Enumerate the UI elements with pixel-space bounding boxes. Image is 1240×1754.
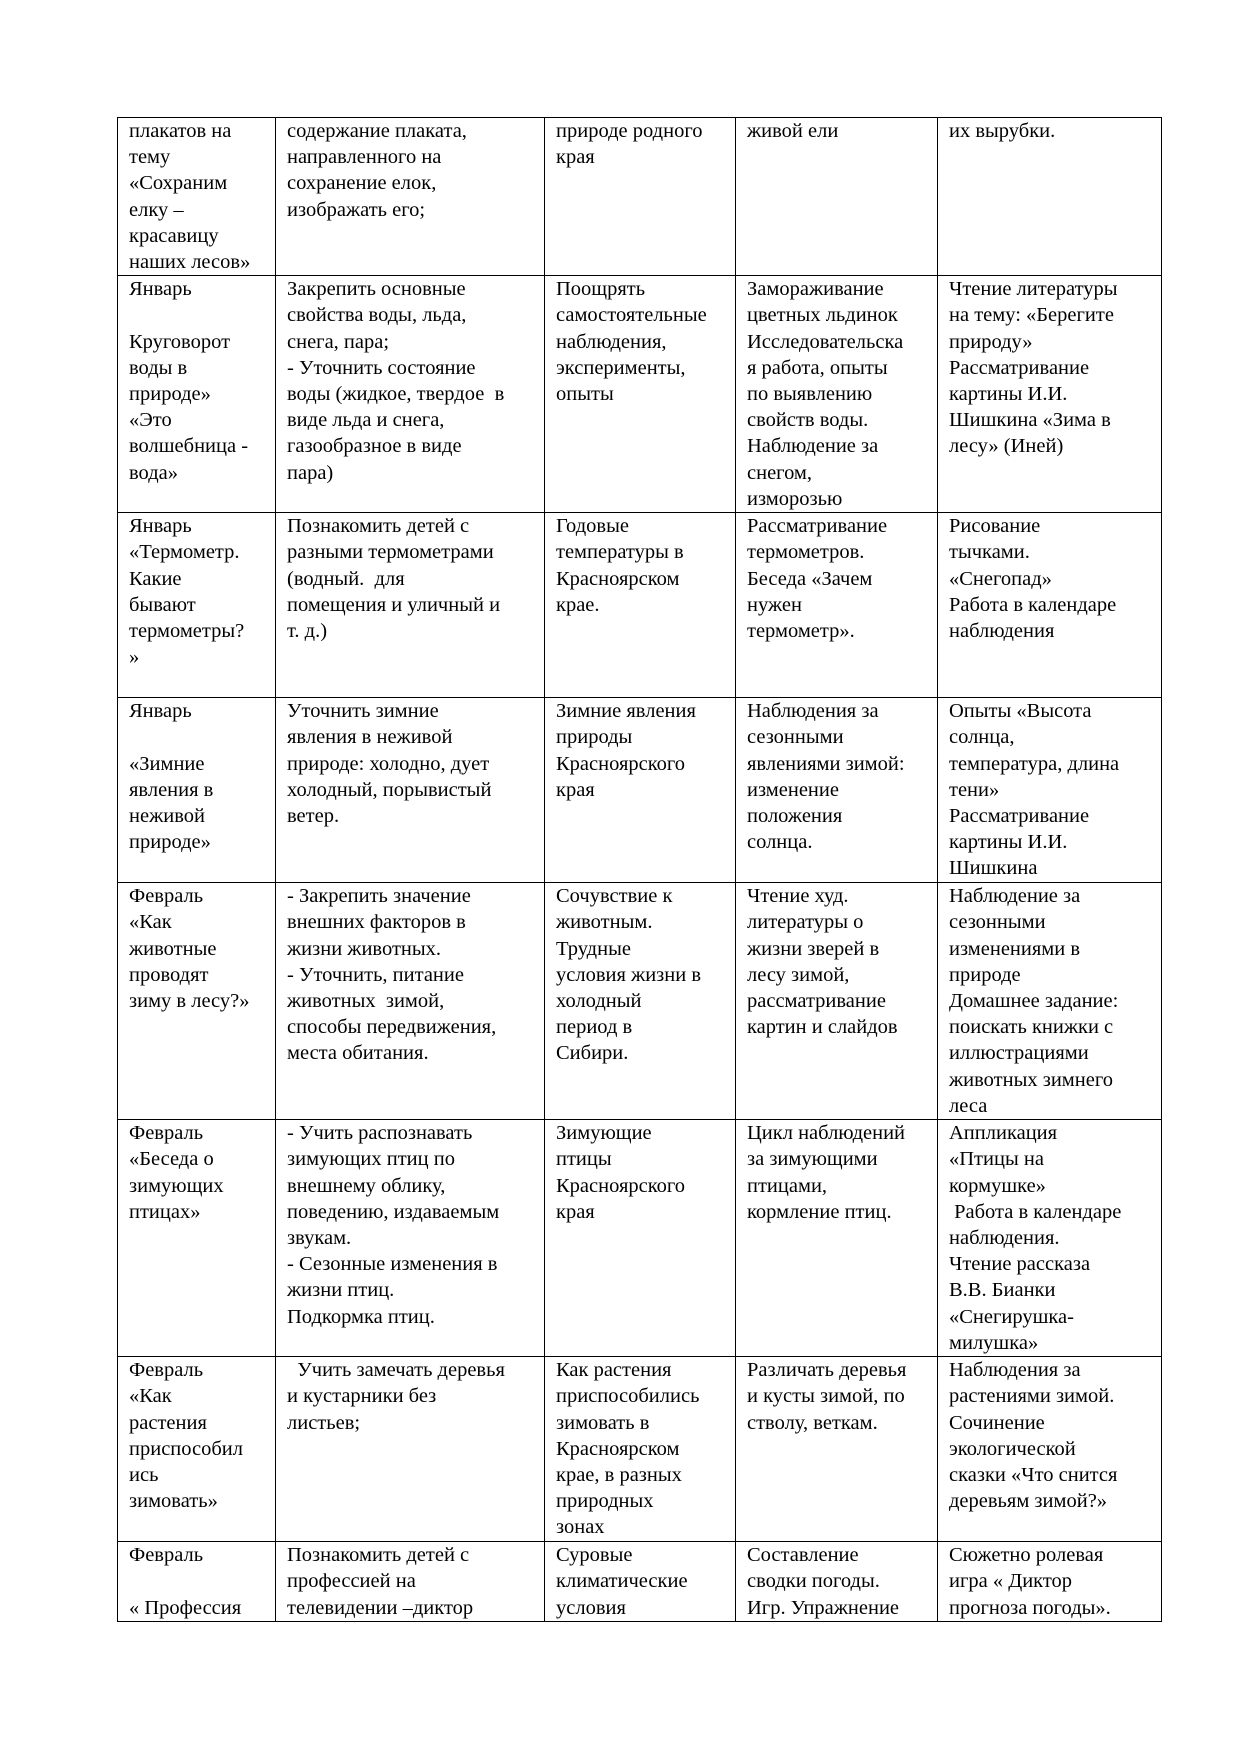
cell-text-line: игра « Диктор bbox=[949, 1570, 1073, 1593]
cell-text-line: Подкормка птиц. bbox=[287, 1305, 435, 1328]
cell-text-line: термометров. bbox=[747, 541, 865, 564]
topic-cell bbox=[118, 118, 276, 276]
cell-text-line: крае, в разных bbox=[556, 1464, 682, 1487]
cell-text-line: наших лесов» bbox=[129, 251, 251, 274]
cell-text-line: поискать книжки с bbox=[949, 1016, 1114, 1039]
cell-text-line: Шишкина «Зима в bbox=[949, 409, 1111, 432]
cell-text-line: по выявлению bbox=[747, 383, 873, 406]
cell-text-line: жизни зверей в bbox=[747, 937, 880, 960]
regional-component-cell bbox=[545, 698, 736, 883]
cell-text-line: Учить замечать деревья bbox=[287, 1359, 505, 1382]
cell-text-line: «Сохраним bbox=[129, 172, 228, 195]
cell-text-line: изображать его; bbox=[287, 198, 426, 221]
joint-activity-cell bbox=[938, 1542, 1162, 1622]
table-row bbox=[118, 276, 1162, 513]
cell-text-line: природы bbox=[556, 726, 633, 749]
table-row bbox=[118, 883, 1162, 1120]
cell-text-line: звукам. bbox=[287, 1227, 352, 1250]
cell-text-line: Чтение литературы bbox=[949, 278, 1118, 301]
cell-text-line: волшебница - bbox=[129, 435, 249, 458]
topic-cell bbox=[118, 698, 276, 883]
cell-text-line: «Как bbox=[129, 911, 172, 934]
cell-text-line: - Закрепить значение bbox=[287, 885, 471, 908]
cell-text-line: свойства воды, льда, bbox=[287, 304, 467, 327]
regional-component-cell bbox=[545, 276, 736, 513]
activity-cell bbox=[736, 1357, 938, 1542]
cell-text-line: холодный bbox=[556, 990, 642, 1013]
topic-cell bbox=[118, 1542, 276, 1622]
cell-text-line: Наблюдение за bbox=[747, 435, 879, 458]
cell-text-line: явления в неживой bbox=[287, 726, 453, 749]
cell-text-line: « Профессия bbox=[129, 1596, 242, 1619]
activity-cell bbox=[736, 698, 938, 883]
cell-text-line bbox=[129, 724, 265, 750]
cell-text-line: профессией на bbox=[287, 1570, 416, 1593]
cell-text-line: леса bbox=[949, 1094, 988, 1117]
joint-activity-cell bbox=[938, 513, 1162, 698]
regional-component-cell bbox=[545, 1357, 736, 1542]
cell-text-line: воды в bbox=[129, 356, 188, 379]
cell-text-line: Красноярском bbox=[556, 1437, 680, 1460]
cell-text-line: помещения и уличный и bbox=[287, 593, 501, 616]
cell-text-line: Наблюдение за bbox=[949, 885, 1081, 908]
cell-text-line: места обитания. bbox=[287, 1042, 429, 1065]
joint-activity-cell bbox=[938, 276, 1162, 513]
cell-text-line: температуры в bbox=[556, 541, 684, 564]
cell-text-line: Годовые bbox=[556, 515, 629, 538]
cell-text-line: красавицу bbox=[129, 224, 219, 247]
cell-text-line: явлениями зимой: bbox=[747, 752, 905, 775]
cell-text-line: солнца. bbox=[747, 831, 813, 854]
cell-text-line: листьев; bbox=[287, 1411, 361, 1434]
cell-text-line: животным. bbox=[556, 911, 653, 934]
cell-text-line: Чтение рассказа bbox=[949, 1253, 1091, 1276]
cell-text-line: телевидении –диктор bbox=[287, 1596, 474, 1619]
cell-text-line: наблюдения bbox=[949, 620, 1055, 643]
cell-text-line: зимовать» bbox=[129, 1490, 218, 1513]
cell-text-line: зимующих птиц по bbox=[287, 1148, 455, 1171]
cell-text-line: Закрепить основные bbox=[287, 278, 466, 301]
cell-text-line: Февраль bbox=[129, 1122, 204, 1145]
cell-text-line: сводки погоды. bbox=[747, 1570, 880, 1593]
cell-text-line: природе: холодно, дует bbox=[287, 752, 490, 775]
topic-cell bbox=[118, 276, 276, 513]
cell-text-line: «Беседа о bbox=[129, 1148, 214, 1171]
cell-text-line: тычками. bbox=[949, 541, 1030, 564]
cell-text-line: края bbox=[556, 146, 595, 169]
activity-cell bbox=[736, 1542, 938, 1622]
cell-text-line: Круговорот bbox=[129, 330, 231, 353]
cell-text-line: «Зимние bbox=[129, 752, 205, 775]
cell-text-line: природе родного bbox=[556, 120, 703, 142]
joint-activity-cell bbox=[938, 698, 1162, 883]
table-row bbox=[118, 698, 1162, 883]
cell-text-line: Январь bbox=[129, 700, 192, 723]
cell-text-line: Рассматривание bbox=[949, 356, 1090, 379]
cell-text-line: внешнему облику, bbox=[287, 1174, 446, 1197]
cell-text-line: газообразное в виде bbox=[287, 435, 462, 458]
goals-cell bbox=[276, 1120, 545, 1357]
regional-component-cell bbox=[545, 513, 736, 698]
cell-text-line: Зимние явления bbox=[556, 700, 696, 723]
cell-text-line: жизни птиц. bbox=[287, 1279, 395, 1302]
activity-cell bbox=[736, 883, 938, 1120]
cell-text-line: Беседа «Зачем bbox=[747, 567, 873, 590]
cell-text-line: «Как bbox=[129, 1385, 172, 1408]
goals-cell bbox=[276, 698, 545, 883]
cell-text-line: снегом, bbox=[747, 461, 813, 484]
cell-text-line: картины И.И. bbox=[949, 383, 1068, 406]
goals-cell bbox=[276, 1357, 545, 1542]
cell-text-line bbox=[129, 1568, 265, 1594]
cell-text-line: - Уточнить состояние bbox=[287, 356, 476, 379]
cell-text-line: Рисование bbox=[949, 515, 1041, 538]
cell-text-line: их вырубки. bbox=[949, 120, 1056, 142]
cell-text-line: зимующих bbox=[129, 1174, 224, 1197]
cell-text-line: разными термометрами bbox=[287, 541, 494, 564]
cell-text-line: растениями зимой. bbox=[949, 1385, 1115, 1408]
cell-text-line: солнца, bbox=[949, 726, 1015, 749]
cell-text-line: лесу зимой, bbox=[747, 963, 850, 986]
cell-text-line: жизни животных. bbox=[287, 937, 442, 960]
activity-cell bbox=[736, 276, 938, 513]
cell-text-line: виде льда и снега, bbox=[287, 409, 445, 432]
cell-text-line: и кусты зимой, по bbox=[747, 1385, 905, 1408]
cell-text-line: холодный, порывистый bbox=[287, 778, 492, 801]
cell-text-line: «Снегирушка- bbox=[949, 1305, 1074, 1328]
cell-text-line: Работа в календаре bbox=[949, 593, 1117, 616]
cell-text-line: период в bbox=[556, 1016, 633, 1039]
table-row bbox=[118, 118, 1162, 276]
cell-text-line: температура, длина bbox=[949, 752, 1120, 775]
cell-text-line: природных bbox=[556, 1490, 654, 1513]
cell-text-line: Январь bbox=[129, 278, 192, 301]
topic-cell bbox=[118, 883, 276, 1120]
cell-text-line: Наблюдения за bbox=[949, 1359, 1081, 1382]
cell-text-line: деревьям зимой?» bbox=[949, 1490, 1108, 1513]
goals-cell bbox=[276, 883, 545, 1120]
cell-text-line: направленного на bbox=[287, 146, 442, 169]
cell-text-line: » bbox=[129, 646, 140, 669]
cell-text-line: «Термометр. bbox=[129, 541, 240, 564]
cell-text-line: природу» bbox=[949, 330, 1033, 353]
cell-text-line: природе» bbox=[129, 831, 211, 854]
cell-text-line: и кустарники без bbox=[287, 1385, 437, 1408]
cell-text-line: Познакомить детей с bbox=[287, 515, 470, 538]
cell-text-line: Чтение худ. bbox=[747, 885, 849, 908]
cell-text-line: В.В. Бианки bbox=[949, 1279, 1056, 1302]
cell-text-line: явления в bbox=[129, 778, 214, 801]
cell-text-line: Различать деревья bbox=[747, 1359, 907, 1382]
table-row bbox=[118, 1120, 1162, 1357]
cell-text-line: ись bbox=[129, 1464, 159, 1487]
cell-text-line: неживой bbox=[129, 805, 205, 828]
cell-text-line: т. д.) bbox=[287, 620, 328, 643]
activity-cell bbox=[736, 513, 938, 698]
cell-text-line: Работа в календаре bbox=[949, 1200, 1122, 1223]
cell-text-line: условия bbox=[556, 1596, 626, 1619]
cell-text-line: на тему: «Берегите bbox=[949, 304, 1114, 327]
cell-text-line: животных зимнего bbox=[949, 1068, 1113, 1091]
cell-text-line: зимовать в bbox=[556, 1411, 650, 1434]
cell-text-line: «Снегопад» bbox=[949, 567, 1052, 590]
cell-text-line: Красноярского bbox=[556, 1174, 686, 1197]
cell-text-line: сезонными bbox=[949, 911, 1046, 934]
cell-text-line: «Птицы на bbox=[949, 1148, 1044, 1171]
cell-text-line: Сибири. bbox=[556, 1042, 629, 1065]
cell-text-line: Красноярском bbox=[556, 567, 680, 590]
cell-text-line: ветер. bbox=[287, 805, 340, 828]
cell-text-line: животные bbox=[129, 937, 217, 960]
cell-text-line: природе bbox=[949, 963, 1021, 986]
cell-text-line: я работа, опыты bbox=[747, 356, 888, 379]
cell-text-line: Красноярского bbox=[556, 752, 686, 775]
cell-text-line: Домашнее задание: bbox=[949, 990, 1119, 1013]
cell-text-line: эксперименты, bbox=[556, 356, 686, 379]
activity-cell bbox=[736, 118, 938, 276]
cell-text-line: Шишкина bbox=[949, 857, 1038, 880]
cell-text-line: плакатов на bbox=[129, 120, 232, 142]
cell-text-line: рассматривание bbox=[747, 990, 886, 1013]
cell-text-line: Исследовательска bbox=[747, 330, 904, 353]
cell-text-line: Январь bbox=[129, 515, 192, 538]
cell-text-line: птицы bbox=[556, 1148, 612, 1171]
cell-text-line: термометр». bbox=[747, 620, 855, 643]
cell-text-line: живой ели bbox=[747, 120, 839, 142]
goals-cell bbox=[276, 1542, 545, 1622]
cell-text-line: опыты bbox=[556, 383, 614, 406]
goals-cell bbox=[276, 276, 545, 513]
cell-text-line: нужен bbox=[747, 593, 802, 616]
cell-text-line: Замораживание bbox=[747, 278, 884, 301]
cell-text-line: Как растения bbox=[556, 1359, 672, 1382]
cell-text-line: тему bbox=[129, 146, 171, 169]
cell-text-line: Февраль bbox=[129, 885, 204, 908]
cell-text-line: цветных льдинок bbox=[747, 304, 898, 327]
cell-text-line: наблюдения. bbox=[949, 1227, 1060, 1250]
cell-text-line: Трудные bbox=[556, 937, 631, 960]
cell-text-line: сохранение елок, bbox=[287, 172, 437, 195]
regional-component-cell bbox=[545, 118, 736, 276]
cell-text-line: Рассматривание bbox=[747, 515, 888, 538]
cell-text-line: края bbox=[556, 1200, 595, 1223]
cell-text-line: Сюжетно ролевая bbox=[949, 1544, 1104, 1567]
cell-text-line: поведению, издаваемым bbox=[287, 1200, 500, 1223]
cell-text-line: снега, пара; bbox=[287, 330, 390, 353]
table-row bbox=[118, 513, 1162, 698]
cell-text-line: содержание плаката, bbox=[287, 120, 467, 142]
table-row bbox=[118, 1542, 1162, 1622]
cell-text-line: стволу, веткам. bbox=[747, 1411, 878, 1434]
goals-cell bbox=[276, 513, 545, 698]
cell-text-line: картин и слайдов bbox=[747, 1016, 898, 1039]
cell-text-line: - Сезонные изменения в bbox=[287, 1253, 498, 1276]
cell-text-line: приспособил bbox=[129, 1437, 244, 1460]
joint-activity-cell bbox=[938, 883, 1162, 1120]
cell-text-line: изморозью bbox=[747, 487, 843, 510]
cell-text-line: крае. bbox=[556, 593, 600, 616]
cell-text-line: «Это bbox=[129, 409, 172, 432]
cell-text-line: Поощрять bbox=[556, 278, 646, 301]
cell-text-line: тени» bbox=[949, 778, 1000, 801]
cell-text-line: Цикл наблюдений bbox=[747, 1122, 906, 1145]
cell-text-line: способы передвижения, bbox=[287, 1016, 497, 1039]
cell-text-line: приспособились bbox=[556, 1385, 700, 1408]
cell-text-line: прогноза погоды». bbox=[949, 1596, 1111, 1619]
cell-text-line: Какие bbox=[129, 567, 182, 590]
topic-cell bbox=[118, 1357, 276, 1542]
cell-text-line: птицами, bbox=[747, 1174, 828, 1197]
cell-text-line: кормление птиц. bbox=[747, 1200, 892, 1223]
cell-text-line: природе» bbox=[129, 383, 211, 406]
cell-text-line: лесу» (Иней) bbox=[949, 435, 1064, 458]
table-body bbox=[118, 118, 1162, 1622]
cell-text-line: Опыты «Высота bbox=[949, 700, 1092, 723]
cell-text-line: Уточнить зимние bbox=[287, 700, 439, 723]
cell-text-line bbox=[129, 302, 265, 328]
joint-activity-cell bbox=[938, 1357, 1162, 1542]
cell-text-line: милушка» bbox=[949, 1331, 1039, 1354]
cell-text-line: положения bbox=[747, 805, 843, 828]
cell-text-line: края bbox=[556, 778, 595, 801]
regional-component-cell bbox=[545, 1542, 736, 1622]
cell-text-line: воды (жидкое, твердое в bbox=[287, 383, 505, 406]
cell-text-line: зонах bbox=[556, 1516, 605, 1539]
cell-text-line: Сочинение bbox=[949, 1411, 1045, 1434]
joint-activity-cell bbox=[938, 118, 1162, 276]
cell-text-line: самостоятельные bbox=[556, 304, 707, 327]
cell-text-line: изменение bbox=[747, 778, 839, 801]
cell-text-line: иллюстрациями bbox=[949, 1042, 1089, 1065]
cell-text-line: за зимующими bbox=[747, 1148, 878, 1171]
cell-text-line: Познакомить детей с bbox=[287, 1544, 470, 1567]
cell-text-line: внешних факторов в bbox=[287, 911, 466, 934]
cell-text-line: изменениями в bbox=[949, 937, 1081, 960]
cell-text-line: Зимующие bbox=[556, 1122, 652, 1145]
cell-text-line: условия жизни в bbox=[556, 963, 702, 986]
cell-text-line: птицах» bbox=[129, 1200, 201, 1223]
goals-cell bbox=[276, 118, 545, 276]
topic-cell bbox=[118, 513, 276, 698]
cell-text-line: термометры? bbox=[129, 620, 245, 643]
cell-text-line: сезонными bbox=[747, 726, 844, 749]
cell-text-line: Составление bbox=[747, 1544, 859, 1567]
cell-text-line: Суровые bbox=[556, 1544, 633, 1567]
cell-text-line: елку – bbox=[129, 198, 184, 221]
cell-text-line: наблюдения, bbox=[556, 330, 667, 353]
cell-text-line: Аппликация bbox=[949, 1122, 1058, 1145]
regional-component-cell bbox=[545, 1120, 736, 1357]
cell-text-line: экологической bbox=[949, 1437, 1076, 1460]
joint-activity-cell bbox=[938, 1120, 1162, 1357]
activity-cell bbox=[736, 1120, 938, 1357]
cell-text-line: Наблюдения за bbox=[747, 700, 879, 723]
cell-text-line: пара) bbox=[287, 461, 334, 484]
cell-text-line: бывают bbox=[129, 593, 196, 616]
cell-text-line: климатические bbox=[556, 1570, 688, 1593]
cell-text-line: зиму в лесу?» bbox=[129, 990, 250, 1013]
lesson-plan-table bbox=[117, 117, 1162, 1622]
cell-text-line: картины И.И. bbox=[949, 831, 1068, 854]
cell-text-line: Рассматривание bbox=[949, 805, 1090, 828]
cell-text-line: Февраль bbox=[129, 1544, 204, 1567]
cell-text-line: (водный. для bbox=[287, 567, 405, 590]
cell-text-line: Сочувствие к bbox=[556, 885, 673, 908]
regional-component-cell bbox=[545, 883, 736, 1120]
cell-text-line: проводят bbox=[129, 963, 209, 986]
cell-text-line: Игр. Упражнение bbox=[747, 1596, 900, 1619]
cell-text-line: вода» bbox=[129, 461, 178, 484]
cell-text-line: свойств воды. bbox=[747, 409, 869, 432]
cell-text-line: - Учить распознавать bbox=[287, 1122, 473, 1145]
cell-text-line: сказки «Что снится bbox=[949, 1464, 1118, 1487]
cell-text-line: растения bbox=[129, 1411, 207, 1434]
topic-cell bbox=[118, 1120, 276, 1357]
cell-text-line: Февраль bbox=[129, 1359, 204, 1382]
cell-text-line: - Уточнить, питание bbox=[287, 963, 464, 986]
cell-text-line: кормушке» bbox=[949, 1174, 1046, 1197]
cell-text-line: литературы о bbox=[747, 911, 864, 934]
table-row bbox=[118, 1357, 1162, 1542]
cell-text-line: животных зимой, bbox=[287, 990, 445, 1013]
